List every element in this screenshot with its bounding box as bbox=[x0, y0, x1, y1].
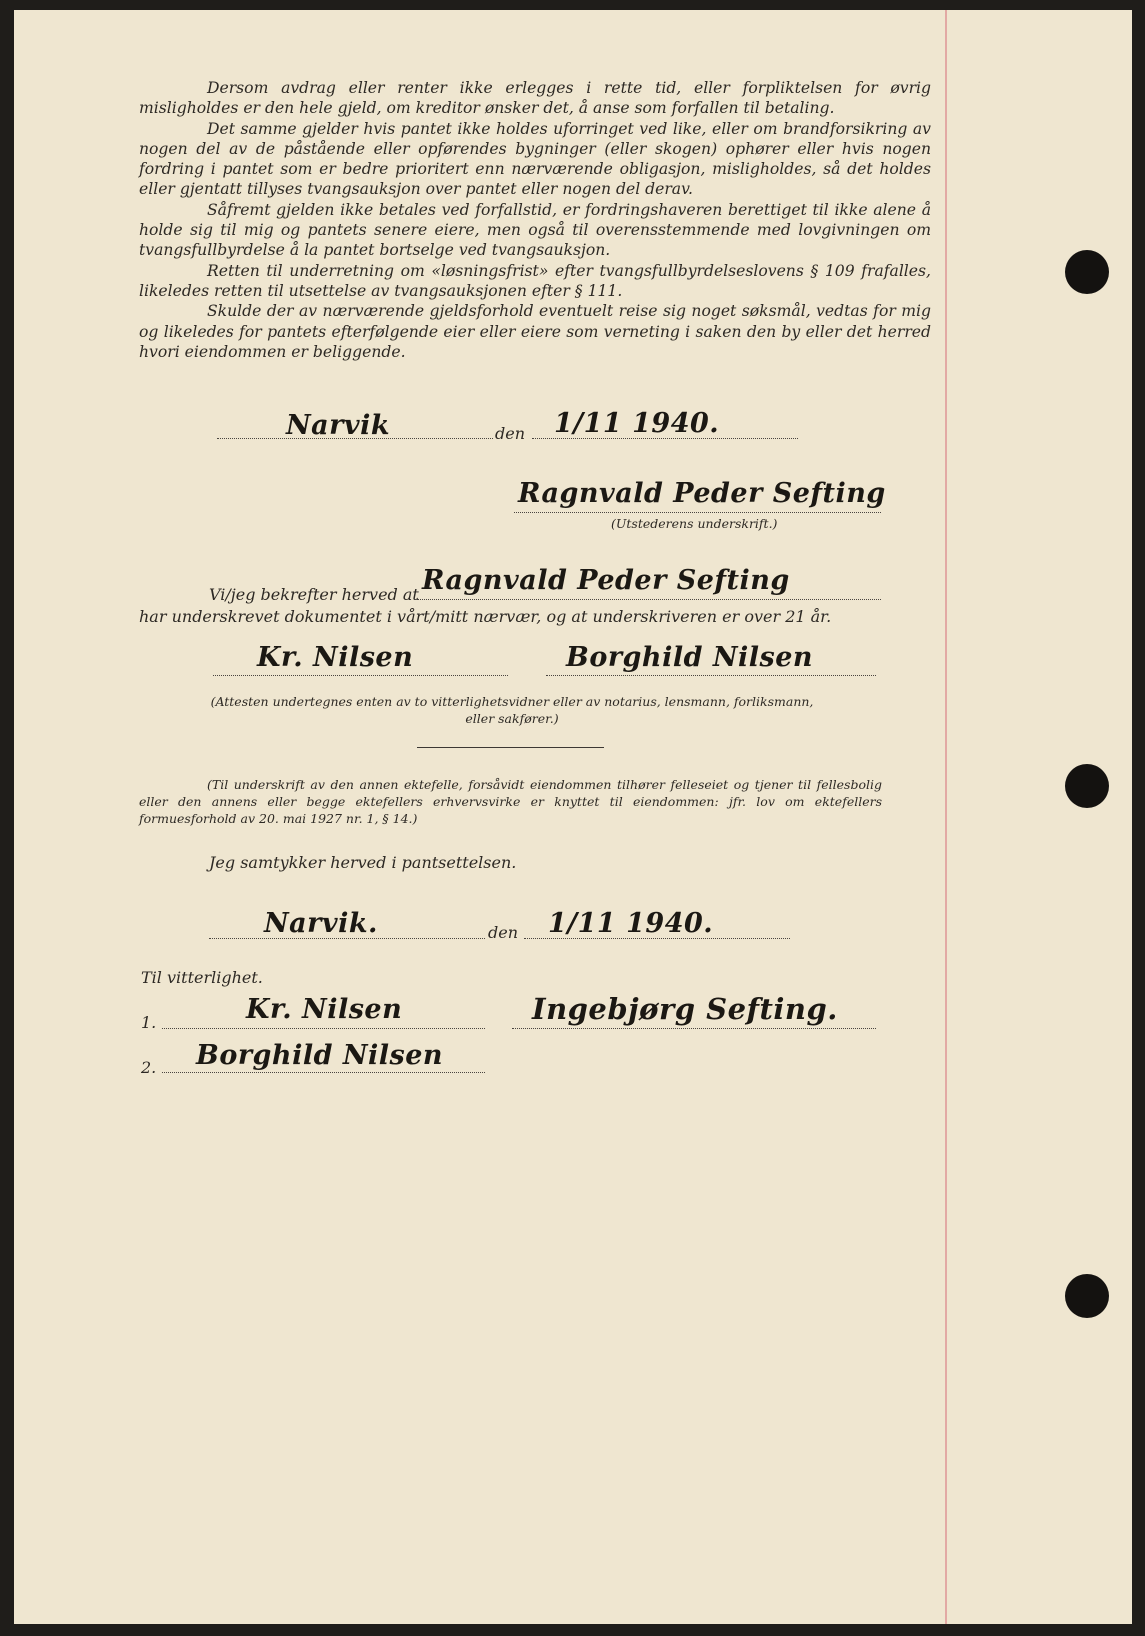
paragraph-notice: Retten til underretning om «løsningsfrist» efter tvangsfullbyrdelseslovens § 109 frafalles, likeledes retten til utsettelse av tvangsauksjonen efter § 111. bbox=[139, 261, 931, 300]
witness-label: Til vitterlighet. bbox=[141, 968, 263, 987]
place-handwritten-2: Narvik. bbox=[264, 908, 378, 939]
paragraph-maintenance: Det samme gjelder hvis pantet ikke holdes uforringet ved like, eller om brandforsikring av nogen del av de påstående eller opførendes bygninger (eller skogen) ophører eller hvis nogen fordring i pantet som er bedre prioritert enn nærværende obligasjon, misligholdes, så det holdes eller gjentatt tillyses tvangsauksjon over pantet eller nogen del derav. bbox=[139, 119, 931, 199]
issuer-caption: (Utstederens underskrift.) bbox=[611, 516, 778, 531]
witness2-line-2 bbox=[162, 1072, 485, 1073]
punch-hole bbox=[1065, 764, 1109, 808]
date-handwritten: 1/11 1940. bbox=[554, 408, 720, 439]
attestation-prefix: Vi/jeg bekrefter herved at bbox=[209, 585, 419, 604]
issuer-signature-line bbox=[514, 512, 881, 513]
punch-hole bbox=[1065, 1274, 1109, 1318]
terms-text bbox=[139, 78, 931, 362]
witness1-signature-2: Kr. Nilsen bbox=[246, 994, 403, 1025]
witness2-line bbox=[546, 675, 876, 676]
consent-statement: Jeg samtykker herved i pantsettelsen. bbox=[209, 853, 517, 872]
witness2-signature: Borghild Nilsen bbox=[566, 642, 814, 673]
attestation-note: (Attesten undertegnes enten av to vitterlighetsvidner eller av notarius, lensmann, forliksmann, eller sakfører.) bbox=[210, 694, 814, 726]
spouse-signature: Ingebjørg Sefting. bbox=[532, 992, 838, 1026]
margin-line bbox=[945, 10, 947, 1624]
date-handwritten-2: 1/11 1940. bbox=[548, 908, 714, 939]
divider bbox=[417, 747, 604, 748]
witness1-line-2 bbox=[162, 1028, 485, 1029]
attestation-statement: har underskrevet dokumentet i vårt/mitt nærvær, og at underskriveren er over 21 år. bbox=[139, 607, 832, 626]
attested-name-line bbox=[417, 599, 881, 600]
den-label: den bbox=[495, 424, 526, 443]
witness-number-1: 1. bbox=[141, 1013, 157, 1032]
punch-hole bbox=[1065, 250, 1109, 294]
witness1-line bbox=[213, 675, 508, 676]
witness1-signature: Kr. Nilsen bbox=[257, 642, 414, 673]
paragraph-venue: Skulde der av nærværende gjeldsforhold eventuelt reise sig noget søksmål, vedtas for mig og likeledes for pantets efterfølgende eier eller eiere som verneting i saken den by eller det herred hvori eiendommen er beliggende. bbox=[139, 302, 931, 361]
attested-name-handwritten: Ragnvald Peder Sefting bbox=[422, 565, 790, 596]
den-label-2: den bbox=[488, 923, 519, 942]
spouse-signature-line bbox=[512, 1028, 876, 1029]
witness2-signature-2: Borghild Nilsen bbox=[196, 1040, 444, 1071]
place-handwritten: Narvik bbox=[286, 410, 391, 441]
spouse-note: (Til underskrift av den annen ektefelle, forsåvidt eiendommen tilhører felleseiet og tjener til fellesbolig eller den annens eller begge ektefellers erhvervsvirke er knyttet til eiendommen: jfr. lov om ektefellers formuesforhold av 20. mai 1927 nr. 1, § 14.) bbox=[139, 777, 882, 826]
issuer-signature: Ragnvald Peder Sefting bbox=[518, 478, 886, 509]
document-page bbox=[14, 10, 1132, 1624]
paragraph-enforcement: Såfremt gjelden ikke betales ved forfallstid, er fordringshaveren berettiget til ikke alene å holde sig til mig og pantets senere eiere, men også til overensstemmende med lovgivningen om tvangsfullbyrdelse å la pantet bortselge ved tvangsauksjon. bbox=[139, 200, 931, 260]
paragraph-default: Dersom avdrag eller renter ikke erlegges i rette tid, eller forpliktelsen for øvrig misligholdes er den hele gjeld, om kreditor ønsker det, å anse som forfallen til betaling. bbox=[139, 79, 931, 118]
witness-number-2: 2. bbox=[141, 1058, 157, 1077]
